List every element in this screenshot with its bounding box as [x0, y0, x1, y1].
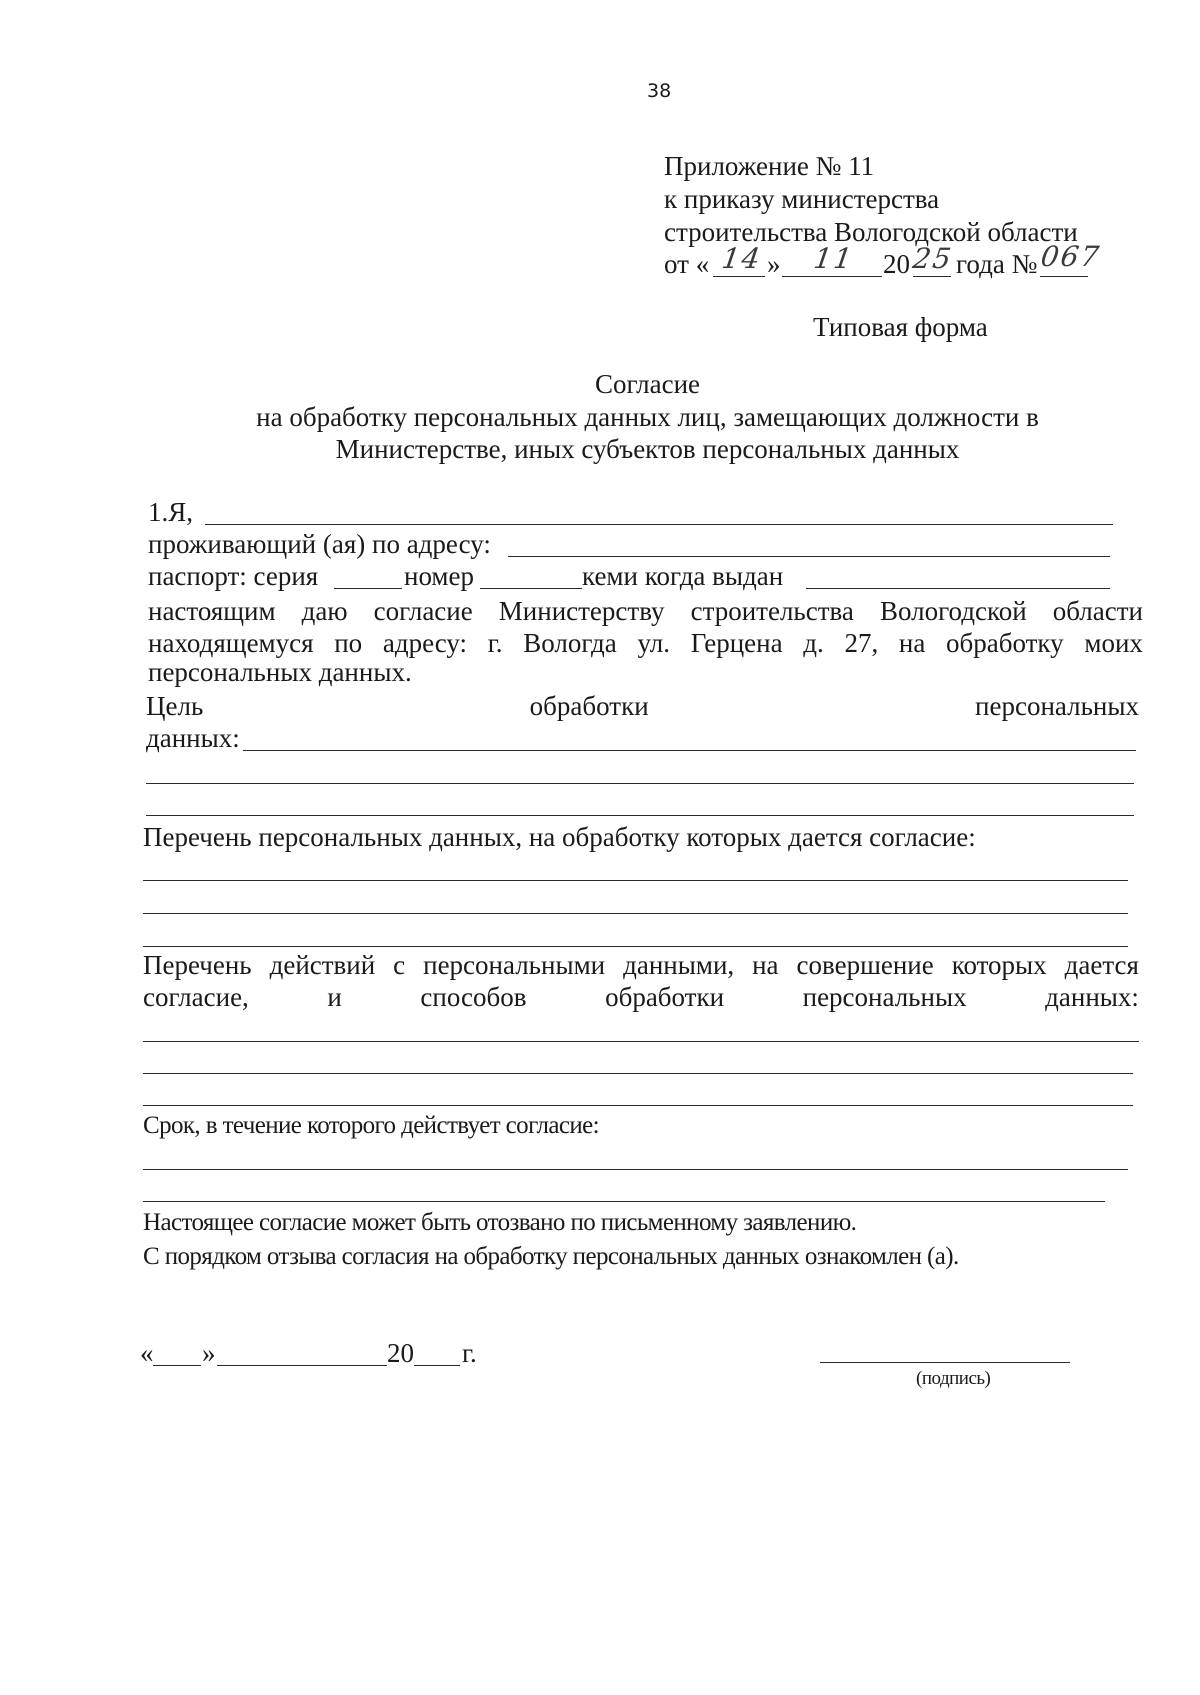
- word: по: [334, 628, 363, 658]
- address-label: проживающий (ая) по адресу:: [148, 529, 491, 559]
- word: согласие,: [143, 982, 249, 1012]
- word: на: [898, 628, 926, 658]
- word: г.: [487, 628, 503, 658]
- actions-line-2: [143, 982, 1139, 1013]
- handwritten-month: 11: [811, 242, 857, 275]
- title-line-2: на обработку персональных данных лиц, замещающих должности в: [256, 402, 1039, 432]
- full-name-field-line[interactable]: [205, 524, 1113, 525]
- word: обработку: [946, 628, 1064, 658]
- word: области: [1052, 596, 1143, 626]
- purpose-field-line-1[interactable]: [243, 750, 1136, 751]
- term-field-line-2[interactable]: [143, 1201, 1105, 1202]
- revocation-note: Настоящее согласие может быть отозвано по письменному заявлению.: [143, 1209, 857, 1236]
- word: обработки: [605, 982, 725, 1012]
- date-close-quote: »: [202, 1338, 216, 1368]
- handwritten-day: 14: [719, 242, 765, 275]
- appendix-number-prefix: года №: [956, 249, 1038, 279]
- word: Цель: [146, 691, 204, 721]
- data-list-field-line-2[interactable]: [143, 913, 1128, 914]
- passport-issued-line[interactable]: [806, 588, 1110, 589]
- word: которых: [951, 950, 1047, 980]
- sign-month-line[interactable]: [217, 1365, 387, 1366]
- personal-data-list-label: Перечень персональных данных, на обработку которых дается согласие:: [143, 822, 976, 852]
- word: моих: [1084, 628, 1143, 658]
- word: способов: [420, 982, 527, 1012]
- passport-number-line[interactable]: [480, 588, 582, 589]
- purpose-field-line-3[interactable]: [146, 815, 1134, 816]
- word: персональных: [975, 691, 1139, 721]
- term-label: Срок, в течение которого действует согласие:: [143, 1112, 599, 1139]
- word: персональными: [423, 950, 606, 980]
- appendix-quote-close: »: [767, 249, 781, 279]
- passport-issued-label: кеми когда выдан: [582, 561, 784, 591]
- signature-line[interactable]: [820, 1362, 1070, 1363]
- date-open-quote: «: [140, 1338, 154, 1368]
- word: 27,: [844, 628, 879, 658]
- actions-line-1: [143, 950, 1139, 981]
- term-field-line-1[interactable]: [143, 1169, 1128, 1170]
- handwritten-number: 067: [1038, 240, 1103, 273]
- word: Вологда: [523, 628, 617, 658]
- data-list-field-line-3[interactable]: [143, 946, 1128, 947]
- word: действий: [269, 950, 376, 980]
- word: совершение: [796, 950, 934, 980]
- handwritten-year: 25: [910, 242, 956, 275]
- word: адресу:: [382, 628, 468, 658]
- title-line-3: Министерстве, иных субъектов персональных данных: [335, 434, 960, 464]
- passport-series-line[interactable]: [334, 588, 402, 589]
- appendix-ministry: строительства Вологодской области: [664, 217, 1078, 247]
- actions-field-line-1[interactable]: [143, 1041, 1139, 1042]
- passport-number-label: номер: [404, 561, 475, 591]
- signature-caption: (подпись): [916, 1368, 991, 1389]
- month-underline: [782, 276, 882, 277]
- word: данных:: [1045, 982, 1139, 1012]
- word: обработки: [529, 691, 649, 721]
- actions-field-line-2[interactable]: [143, 1073, 1133, 1074]
- consent-line-3: персональных данных.: [148, 657, 412, 687]
- word: и: [327, 982, 342, 1012]
- word: строительства: [690, 596, 854, 626]
- sign-year-suffix: г.: [462, 1338, 477, 1368]
- word: согласие: [373, 596, 473, 626]
- item1-prefix: 1.Я,: [148, 497, 194, 527]
- word: дается: [1064, 950, 1139, 980]
- word: на: [752, 950, 779, 980]
- day-underline: [713, 276, 765, 277]
- appendix-order-ref: к приказу министерства: [664, 184, 940, 214]
- form-type-label: Типовая форма: [813, 312, 988, 342]
- passport-series-label: паспорт: серия: [148, 561, 319, 591]
- number-underline: [1040, 276, 1088, 277]
- appendix-year-prefix: 20: [883, 249, 910, 279]
- consent-line-1: [148, 596, 1143, 627]
- word: находящемуся: [148, 628, 314, 658]
- word: д.: [803, 628, 824, 658]
- word: Перечень: [143, 950, 252, 980]
- data-list-field-line-1[interactable]: [143, 880, 1128, 881]
- word: ул.: [637, 628, 670, 658]
- page-number: 38: [647, 80, 672, 102]
- year-underline: [913, 276, 951, 277]
- word: даю: [301, 596, 348, 626]
- sign-day-line[interactable]: [153, 1365, 201, 1366]
- purpose-line-1: [146, 691, 1139, 722]
- word: Вологодской: [879, 596, 1027, 626]
- actions-field-line-3[interactable]: [143, 1105, 1133, 1106]
- word: данными,: [623, 950, 735, 980]
- acknowledgement-note: С порядком отзыва согласия на обработку персональных данных ознакомлен (а).: [143, 1243, 959, 1270]
- word: с: [393, 950, 406, 980]
- purpose-field-line-2[interactable]: [146, 783, 1134, 784]
- word: персональных: [802, 982, 967, 1012]
- appendix-title: Приложение № 11: [664, 151, 875, 181]
- sign-year-prefix: 20: [387, 1338, 414, 1368]
- word: Герцена: [690, 628, 783, 658]
- word: Министерству: [498, 596, 665, 626]
- consent-line-2: [148, 628, 1143, 659]
- word: настоящим: [148, 596, 276, 626]
- purpose-label: данных:: [146, 723, 240, 753]
- appendix-date-prefix: от «: [664, 249, 710, 279]
- sign-year-line[interactable]: [414, 1365, 460, 1366]
- title-line-1: Согласие: [594, 369, 701, 399]
- address-field-line[interactable]: [508, 556, 1110, 557]
